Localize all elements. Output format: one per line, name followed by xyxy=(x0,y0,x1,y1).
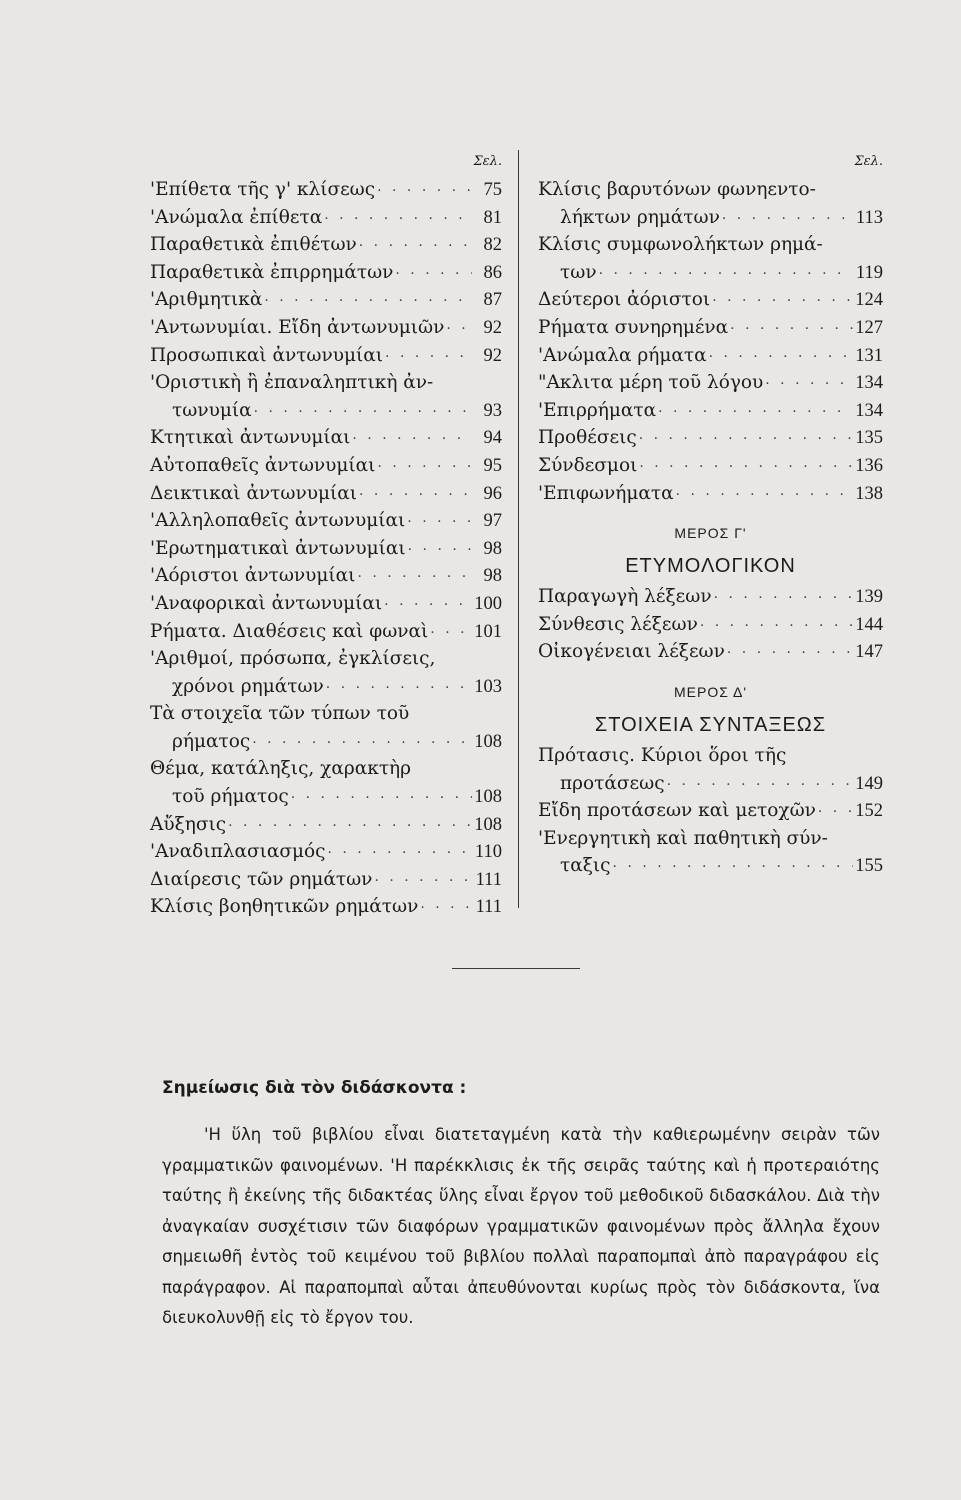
toc-leader-dots xyxy=(252,399,472,427)
toc-leader-dots xyxy=(324,675,472,703)
toc-leader-dots xyxy=(375,454,472,482)
toc-entry-title: Παραθετικὰ ἐπιρρημάτων xyxy=(150,261,394,283)
toc-entry-title: τωνυμία xyxy=(172,399,252,421)
toc-leader-dots xyxy=(357,233,472,261)
toc-entry-title: 'Επιρρήματα xyxy=(538,399,657,421)
toc-entry-page: 135 xyxy=(855,428,883,449)
toc-entry-title: Ρήματα. Διαθέσεις καὶ φωναὶ xyxy=(150,620,429,642)
toc-entry xyxy=(150,866,502,894)
toc-entry-page: 152 xyxy=(855,801,883,822)
toc-entry xyxy=(538,742,883,770)
toc-entry-page: 124 xyxy=(855,290,883,311)
toc-right-list-c xyxy=(538,742,883,880)
toc-right-list-b xyxy=(538,583,883,666)
toc-entry-page: 119 xyxy=(855,262,883,283)
toc-entry-title: Δεύτεροι ἀόριστοι xyxy=(538,289,711,311)
toc-leader-dots xyxy=(405,509,472,537)
toc-entry-title: Σύνθεσις λέξεων xyxy=(538,613,698,635)
toc-entry xyxy=(150,645,502,673)
toc-entry xyxy=(538,259,883,287)
toc-entry-title: 'Επίθετα τῆς γ' κλίσεως xyxy=(150,179,376,200)
toc-entry-title: Τὰ στοιχεῖα τῶν τύπων τοῦ xyxy=(150,703,410,725)
toc-entry xyxy=(150,176,502,204)
toc-entry xyxy=(150,507,502,535)
part-d-label: ΜΕΡΟΣ Δ' xyxy=(673,683,748,700)
toc-entry-title: 'Οριστικὴ ἢ ἐπαναληπτικὴ ἀν- xyxy=(150,372,434,394)
toc-entry-page: 111 xyxy=(475,869,502,890)
toc-entry xyxy=(150,314,502,342)
toc-entry xyxy=(150,673,502,701)
toc-entry-title: "Ακλιτα μέρη τοῦ λόγου xyxy=(538,372,764,394)
toc-entry xyxy=(538,204,883,232)
page-column-header: Σελ. xyxy=(854,154,883,169)
toc-entry-title: Σύνδεσμοι xyxy=(538,454,638,476)
toc-entry xyxy=(150,755,502,783)
toc-entry-title: Κλίσις βοηθητικῶν ρημάτων xyxy=(150,896,419,918)
toc-leader-dots xyxy=(250,730,472,758)
toc-entry xyxy=(150,700,502,728)
toc-entry-page: 108 xyxy=(474,787,502,808)
toc-entry-title: λήκτων ρημάτων xyxy=(560,206,720,228)
toc-entry xyxy=(150,397,502,425)
toc-entry xyxy=(538,176,883,204)
toc-leader-dots xyxy=(382,592,472,620)
toc-entry xyxy=(150,728,502,756)
toc-entry-title: 'Επιφωνήματα xyxy=(538,482,674,504)
toc-leader-dots xyxy=(597,261,853,289)
toc-entry-page: 131 xyxy=(855,345,883,366)
toc-left-column xyxy=(150,148,502,921)
page-column-header: Σελ. xyxy=(473,154,502,169)
toc-entry-page: 81 xyxy=(483,207,502,228)
toc-leader-dots xyxy=(375,178,472,206)
part-c-title: ΕΤΥΜΟΛΟΓΙΚΟΝ xyxy=(625,555,796,578)
toc-entry-title: ταξις xyxy=(560,855,611,877)
toc-leader-dots xyxy=(674,482,853,510)
toc-entry-title: 'Ερωτηματικαὶ ἀντωνυμίαι xyxy=(150,537,406,559)
toc-entry xyxy=(538,852,883,880)
toc-entry-page: 86 xyxy=(483,262,502,283)
toc-entry xyxy=(538,770,883,798)
toc-entry xyxy=(538,314,883,342)
toc-entry-title: τοῦ ρήματος xyxy=(172,786,289,808)
toc-entry-page: 87 xyxy=(483,290,502,311)
toc-entry-page: 127 xyxy=(855,317,883,338)
toc-entry-title: ρήματος xyxy=(172,730,251,752)
toc-entry xyxy=(538,583,883,611)
toc-entry-title: Κλίσις συμφωνολήκτων ρημά- xyxy=(538,234,823,256)
toc-entry xyxy=(150,783,502,811)
toc-entry-page: 75 xyxy=(483,180,502,200)
toc-entry xyxy=(150,811,502,839)
toc-entry-page: 113 xyxy=(855,207,883,228)
toc-entry-title: 'Ανώμαλα ρήματα xyxy=(538,344,707,366)
toc-entry-page: 92 xyxy=(483,345,502,366)
toc-entry-page: 98 xyxy=(483,538,502,559)
toc-entry-page: 110 xyxy=(474,842,502,863)
toc-leader-dots xyxy=(325,840,472,868)
toc-leader-dots xyxy=(816,799,853,827)
toc-entry xyxy=(538,424,883,452)
toc-leader-dots xyxy=(262,288,472,316)
toc-entry-title: Οἰκογένειαι λέξεων xyxy=(538,641,725,663)
toc-entry-title: 'Αναδιπλασιασμός xyxy=(150,841,326,863)
toc-entry xyxy=(150,369,502,397)
toc-entry-page: 147 xyxy=(855,642,883,663)
toc-entry-page: 139 xyxy=(855,587,883,608)
toc-entry-page: 155 xyxy=(855,856,883,877)
toc-leader-dots xyxy=(372,868,472,896)
toc-entry-title: 'Αριθμητικὰ xyxy=(150,289,263,311)
toc-entry-title: Δεικτικαὶ ἀντωνυμίαι xyxy=(150,482,358,504)
toc-leader-dots xyxy=(720,206,853,234)
column-divider xyxy=(518,150,519,908)
toc-entry xyxy=(150,618,502,646)
toc-leader-dots xyxy=(289,785,472,813)
toc-entry-page: 98 xyxy=(483,566,502,587)
toc-entry-page: 134 xyxy=(855,373,883,394)
toc-leader-dots xyxy=(637,426,853,454)
toc-leader-dots xyxy=(350,426,472,454)
toc-entry xyxy=(538,480,883,508)
toc-entry-page: 96 xyxy=(483,483,502,504)
toc-entry-title: των xyxy=(560,261,597,283)
toc-entry-title: Παραγωγὴ λέξεων xyxy=(538,586,712,608)
toc-entry xyxy=(150,590,502,618)
toc-entry-page: 97 xyxy=(483,511,502,532)
toc-entry-page: 149 xyxy=(855,773,883,794)
toc-leader-dots xyxy=(710,288,853,316)
toc-left-list xyxy=(150,176,502,921)
toc-leader-dots xyxy=(656,399,853,427)
toc-entry xyxy=(538,638,883,666)
toc-entry-title: Παραθετικὰ ἐπιθέτων xyxy=(150,234,357,256)
toc-entry xyxy=(150,342,502,370)
toc-right-column xyxy=(538,148,883,880)
note-body: 'Η ὕλη τοῦ βιβλίου εἶναι διατεταγμένη κατὰ τὴν καθιερωμένην σειρὰν τῶν γραμματικῶν φαινομένων. 'Η παρέκκλισις ἐκ τῆς σειρᾶς ταύτης καὶ ἡ προτεραιότης ταύτης ἢ ἐκείνης τῆς διδακτέας ὕλης εἶναι ἔργον τοῦ μεθοδικοῦ διδασκάλου. Διὰ τὴν ἀναγκαίαν συσχέτισιν τῶν διαφόρων γραμματικῶν φαινομένων πρὸς ἄλληλα ἔχουν σημειωθῆ ἐντὸς τοῦ κειμένου τοῦ βιβλίου πολλαὶ παραπομπαὶ ἀπὸ παραγράφου εἰς παράγραφον. Αἱ παραπομπαὶ αὗται ἀπευθύνονται κυρίως πρὸς τὸν διδάσκοντα, ἵνα διευκολυνθῇ εἰς τὸ ἔργον του. xyxy=(162,1125,880,1327)
toc-entry-title: Θέμα, κατάληξις, χαρακτὴρ xyxy=(150,758,412,780)
toc-entry-title: Εἴδη προτάσεων καὶ μετοχῶν xyxy=(538,800,816,822)
toc-entry-title: Προσωπικαὶ ἀντωνυμίαι xyxy=(150,344,384,366)
toc-leader-dots xyxy=(728,316,853,344)
toc-entry-title: 'Αριθμοί, πρόσωπα, ἐγκλίσεις, xyxy=(150,648,436,670)
toc-entry-title: 'Αντωνυμίαι. Εἴδη ἀντωνυμιῶν xyxy=(150,316,445,338)
toc-entry-title: Πρότασις. Κύριοι ὅροι τῆς xyxy=(538,744,787,766)
toc-entry-page: 82 xyxy=(483,235,502,256)
toc-entry-title: χρόνοι ρημάτων xyxy=(172,675,324,697)
toc-entry xyxy=(538,397,883,425)
toc-leader-dots xyxy=(322,206,472,234)
toc-leader-dots xyxy=(763,371,853,399)
toc-entry xyxy=(150,838,502,866)
section-rule xyxy=(452,968,580,969)
toc-leader-dots xyxy=(698,613,853,641)
toc-leader-dots xyxy=(406,537,472,565)
toc-entry-title: 'Αναφορικαὶ ἀντωνυμίαι xyxy=(150,592,383,614)
toc-entry xyxy=(538,231,883,259)
toc-entry xyxy=(538,369,883,397)
toc-entry xyxy=(150,535,502,563)
toc-entry-title: Αὔξησις xyxy=(150,813,227,835)
toc-entry-page: 95 xyxy=(483,455,502,476)
toc-entry xyxy=(150,480,502,508)
toc-leader-dots xyxy=(707,344,853,372)
toc-entry-page: 144 xyxy=(855,614,883,635)
toc-entry-title: Αὐτοπαθεῖς ἀντωνυμίαι xyxy=(150,454,376,476)
toc-leader-dots xyxy=(637,454,853,482)
toc-leader-dots xyxy=(444,316,472,344)
toc-leader-dots xyxy=(712,585,853,613)
toc-leader-dots xyxy=(725,640,853,668)
toc-leader-dots xyxy=(418,895,472,923)
toc-entry-title: Ρήματα συνηρημένα xyxy=(538,316,729,338)
toc-entry-page: 136 xyxy=(855,455,883,476)
toc-entry-page: 92 xyxy=(483,317,502,338)
part-c-label: ΜΕΡΟΣ Γ' xyxy=(674,525,747,542)
toc-entry-title: Κλίσις βαρυτόνων φωνηεντο- xyxy=(538,179,816,200)
toc-entry xyxy=(538,286,883,314)
toc-entry-title: 'Ανώμαλα ἐπίθετα xyxy=(150,206,323,228)
toc-entry xyxy=(538,825,883,853)
toc-entry xyxy=(538,797,883,825)
toc-entry-title: προτάσεως xyxy=(560,772,665,794)
toc-entry-page: 103 xyxy=(474,676,502,697)
toc-entry-title: Προθέσεις xyxy=(538,427,637,449)
toc-entry-page: 138 xyxy=(855,483,883,504)
toc-entry xyxy=(150,286,502,314)
toc-leader-dots xyxy=(665,772,853,800)
toc-entry-page: 94 xyxy=(483,428,502,449)
toc-entry xyxy=(150,204,502,232)
toc-entry xyxy=(538,342,883,370)
toc-leader-dots xyxy=(383,344,472,372)
toc-entry-title: 'Ενεργητικὴ καὶ παθητικὴ σύν- xyxy=(538,827,828,849)
part-d-title: ΣΤΟΙΧΕΙΑ ΣΥΝΤΑΞΕΩΣ xyxy=(594,713,827,736)
toc-entry-title: Κτητικαὶ ἀντωνυμίαι xyxy=(150,427,351,449)
toc-entry xyxy=(150,562,502,590)
toc-leader-dots xyxy=(226,813,472,841)
toc-entry-page: 111 xyxy=(475,897,502,918)
toc-entry-title: 'Αλληλοπαθεῖς ἀντωνυμίαι xyxy=(150,510,406,532)
toc-entry-page: 101 xyxy=(474,621,502,642)
toc-entry xyxy=(538,452,883,480)
toc-entry xyxy=(150,259,502,287)
toc-entry-page: 134 xyxy=(855,400,883,421)
toc-entry xyxy=(150,893,502,921)
toc-entry xyxy=(538,611,883,639)
toc-right-list-a xyxy=(538,176,883,507)
toc-entry xyxy=(150,424,502,452)
toc-entry-page: 93 xyxy=(483,400,502,421)
toc-entry xyxy=(150,452,502,480)
toc-leader-dots xyxy=(611,854,853,882)
toc-leader-dots xyxy=(357,482,472,510)
toc-entry-page: 108 xyxy=(474,814,502,835)
toc-entry xyxy=(150,231,502,259)
toc-entry-page: 108 xyxy=(474,731,502,752)
toc-leader-dots xyxy=(393,261,472,289)
toc-entry-title: 'Αόριστοι ἀντωνυμίαι xyxy=(150,565,356,587)
toc-entry-title: Διαίρεσις τῶν ρημάτων xyxy=(150,868,373,890)
toc-entry-page: 100 xyxy=(474,593,502,614)
toc-leader-dots xyxy=(428,620,472,648)
toc-leader-dots xyxy=(355,564,472,592)
note-title: Σημείωσις διὰ τὸν διδάσκοντα : xyxy=(162,1078,467,1098)
